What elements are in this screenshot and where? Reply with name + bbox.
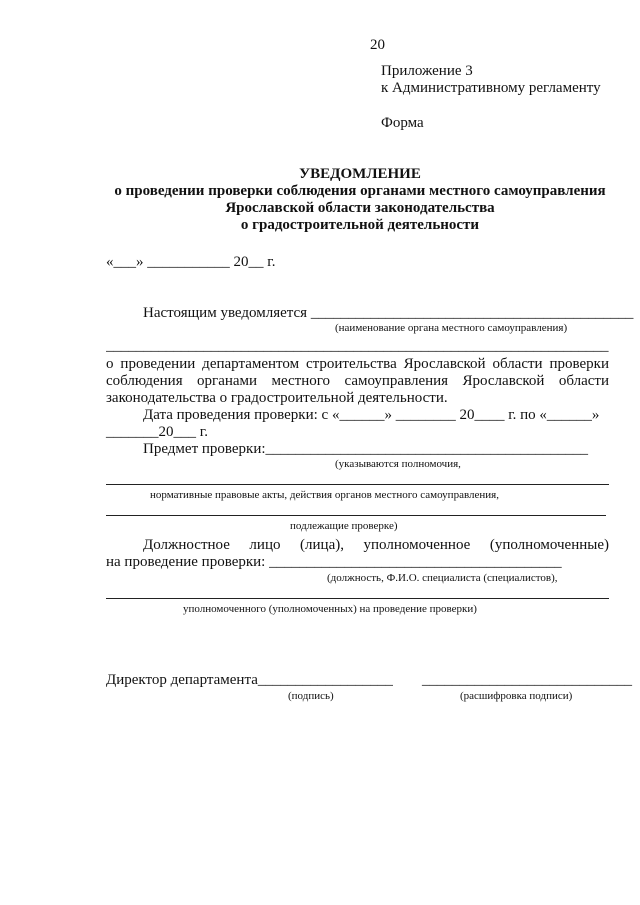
notify-line: Настоящим уведомляется ___________________________________________ <box>143 305 634 321</box>
notify-body-2: соблюдения органами местного самоуправления Ярославской области <box>106 373 609 389</box>
notify-blank-line: ___________________________________________________________________ <box>106 338 609 354</box>
signature-caption: (подпись) <box>288 690 334 702</box>
form-label: Форма <box>381 115 424 131</box>
signature-decode-blank: ____________________________ <box>422 672 632 688</box>
inspection-date-line-1: Дата проведения проверки: с «______» ________ 20____ г. по «______» <box>143 407 600 423</box>
inspection-date-line-2: _______20___ г. <box>106 424 208 440</box>
document-subtitle-2: Ярославской области законодательства <box>225 200 495 216</box>
notify-body-3: законодательства о градостроительной деятельности. <box>106 390 448 406</box>
appendix-line-1: Приложение 3 <box>381 63 473 79</box>
official-caption-2: уполномоченного (уполномоченных) на проведение проверки) <box>183 603 477 615</box>
document-title: УВЕДОМЛЕНИЕ <box>299 166 421 182</box>
subject-caption-3: подлежащие проверке) <box>290 520 398 532</box>
date-line: «___» ___________ 20__ г. <box>106 254 276 270</box>
official-rule <box>106 598 609 599</box>
subject-rule-2 <box>106 515 606 516</box>
page-number: 20 <box>370 37 385 53</box>
official-line-2: на проведение проверки: _______________________________________ <box>106 554 562 570</box>
notify-body-1: о проведении департаментом строительства Ярославской области проверки <box>106 356 609 372</box>
subject-line: Предмет проверки:___________________________________________ <box>143 441 589 457</box>
official-caption-1: (должность, Ф.И.О. специалиста (специалистов), <box>327 572 558 584</box>
official-line-1: Должностное лицо (лица), уполномоченное (уполномоченные) <box>143 537 609 553</box>
signature-decode-caption: (расшифровка подписи) <box>460 690 573 702</box>
document-subtitle-1: о проведении проверки соблюдения органами местного самоуправления <box>114 183 606 199</box>
director-signature-line: Директор департамента__________________ <box>106 672 393 688</box>
document-subtitle-3: о градостроительной деятельности <box>240 217 480 233</box>
appendix-line-2: к Административному регламенту <box>381 80 601 96</box>
notify-caption: (наименование органа местного самоуправления) <box>335 322 568 334</box>
subject-rule-1 <box>106 484 609 485</box>
subject-caption-1: (указываются полномочия, <box>335 458 461 470</box>
subject-caption-2: нормативные правовые акты, действия органов местного самоуправления, <box>150 489 499 501</box>
